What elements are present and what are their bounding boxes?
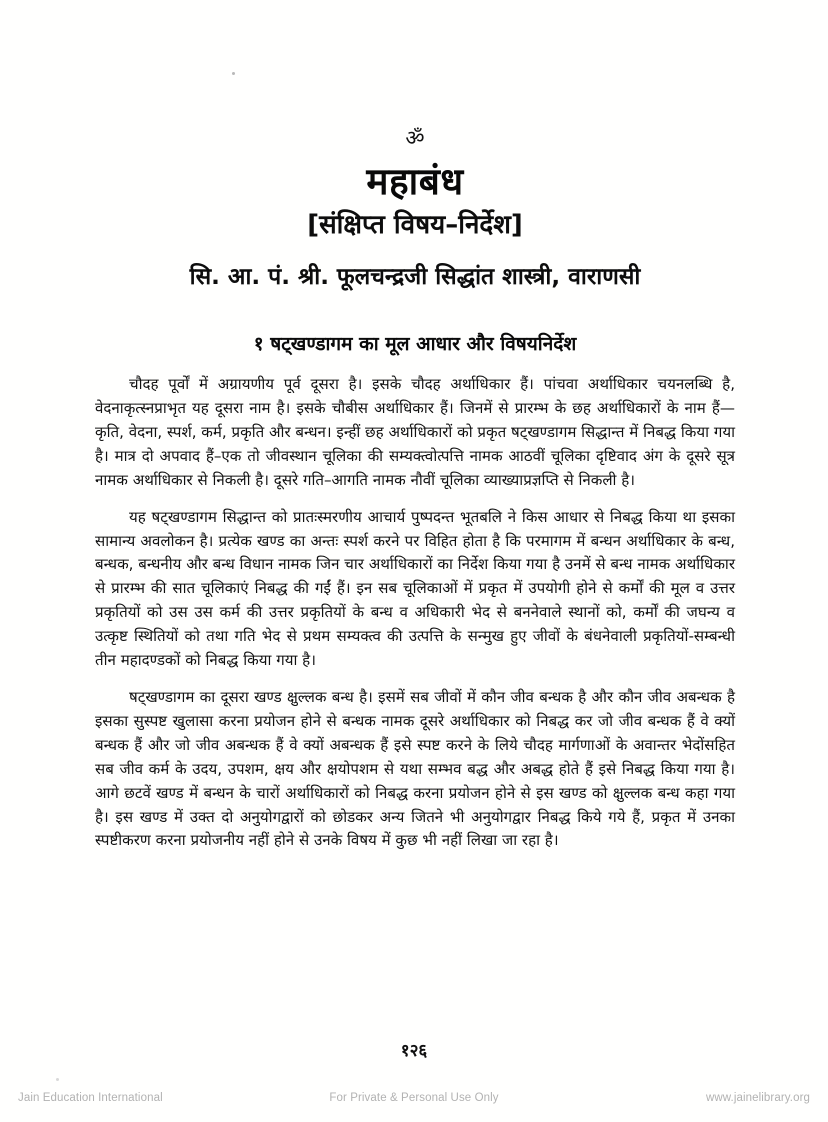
om-symbol: ॐ: [405, 126, 425, 150]
paragraph-1: चौदह पूर्वों में अग्रायणीय पूर्व दूसरा है। इसके चौदह अर्थाधिकार हैं। पांचवा अर्थाधिकार चयनलब्धि है, वेदनाकृत्स्नप्राभृत यह दूसरा नाम है। इसके चौबीस अर्थाधिकार हैं। जिनमें से प्रारम्भ के छह अर्थाधिकारों के नाम हैं—कृति, वेदना, स्पर्श, कर्म, प्रकृति और बन्धन। इन्हीं छह अर्थाधिकारों को प्रकृत षट्खण्डागम सिद्धान्त में निबद्ध किया गया है। मात्र दो अपवाद हैं–एक तो जीवस्थान चूलिका की सम्यक्त्वोत्पत्ति नामक आठवीं चूलिका दृष्टिवाद अंग के दूसरे सूत्र नामक अर्थाधिकार से निकली है। दूसरे गति–आगति नामक नौवीं चूलिका व्याख्याप्रज्ञप्ति से निकली है।: [95, 375, 735, 489]
footer-website-link[interactable]: www.jainelibrary.org: [705, 1092, 810, 1104]
page-subtitle: [संक्षिप्त विषय–निर्देश]: [307, 209, 523, 240]
footer-organization: Jain Education International: [18, 1092, 163, 1104]
paragraph-3: षट्खण्डागम का दूसरा खण्ड क्षुल्लक बन्ध है। इसमें सब जीवों में कौन जीव बन्धक है और कौन जीव अबन्धक है इसका सुस्पष्ट खुलासा करना प्रयोजन होने से बन्धक नामक दूसरे अर्थाधिकार को निबद्ध कर जो जीव बन्धक हैं वे क्यों बन्धक हैं और जो जीव अबन्धक हैं वे क्यों अबन्धक हैं इसे स्पष्ट करने के लिये चौदह मार्गणाओं के अवान्तर भेदोंसहित सब जीव कर्म के उदय, उपशम, क्षय और क्षयोपशम से यथा सम्भव बद्ध और अबद्ध होते हैं इसे निबद्ध किया गया है। आगे छटवें खण्ड में बन्धन के चारों अर्थाधिकारों को निबद्ध करना प्रयोजन होने से इस खण्ड को क्षुल्लक बन्ध कहा गया है। इस खण्ड में उक्त दो अनुयोगद्वारों को छोडकर अन्य जितने भी अनुयोगद्वार निबद्ध किये गये हैं, प्रकृत में उनका स्पष्टीकरण करना प्रयोजनीय नहीं होने से उनके विषय में कुछ भी नहीं लिखा जा रहा है।: [95, 688, 735, 850]
page-number: १२६: [400, 1041, 428, 1061]
footer-usage-notice: For Private & Personal Use Only: [329, 1092, 499, 1104]
page-footer: [0, 1088, 828, 1108]
body-text: [95, 373, 735, 853]
paragraph-2: यह षट्खण्डागम सिद्धान्त को प्रातःस्मरणीय आचार्य पुष्पदन्त भूतबलि ने किस आधार से निबद्ध किया था इसका सामान्य अवलोकन है। प्रत्येक खण्ड का अन्तः स्पर्श करने पर विहित होता है कि परमागम में बन्धन अर्थाधिकार के बन्ध, बन्धक, बन्धनीय और बन्ध विधान नामक जिन चार अर्थाधिकारों का निर्देश किया गया है उनमें से बन्ध नामक अर्थाधिकार से प्रारम्भ की सात चूलिकाएं निबद्ध की गईं हैं। इन सब चूलिकाओं में प्रकृत में उपयोगी होने से कर्मों की मूल व उत्तर प्रकृतियों को उस उस कर्म की उत्तर प्रकृतियों के बन्ध व अधिकारी भेद से बननेवाले स्थानों को, कर्मों की जघन्य व उत्कृष्ट स्थितियों को तथा गति भेद से प्रथम सम्यक्त्व की उत्पत्ति के सन्मुख हुए जीवों के बंधनेवाली प्रकृतियों-सम्बन्धी तीन महादण्डकों को निबद्ध किया गया है।: [95, 507, 735, 670]
page-content: [95, 0, 735, 853]
section-heading: १ षट्खण्डागम का मूल आधार और विषयनिर्देश: [253, 333, 577, 356]
scan-speck-secondary: [56, 1078, 59, 1081]
author-byline: सि. आ. पं. श्री. फूलचन्द्रजी सिद्धांत शास्त्री, वाराणसी: [189, 263, 641, 290]
page-title: महाबंध: [366, 160, 464, 203]
